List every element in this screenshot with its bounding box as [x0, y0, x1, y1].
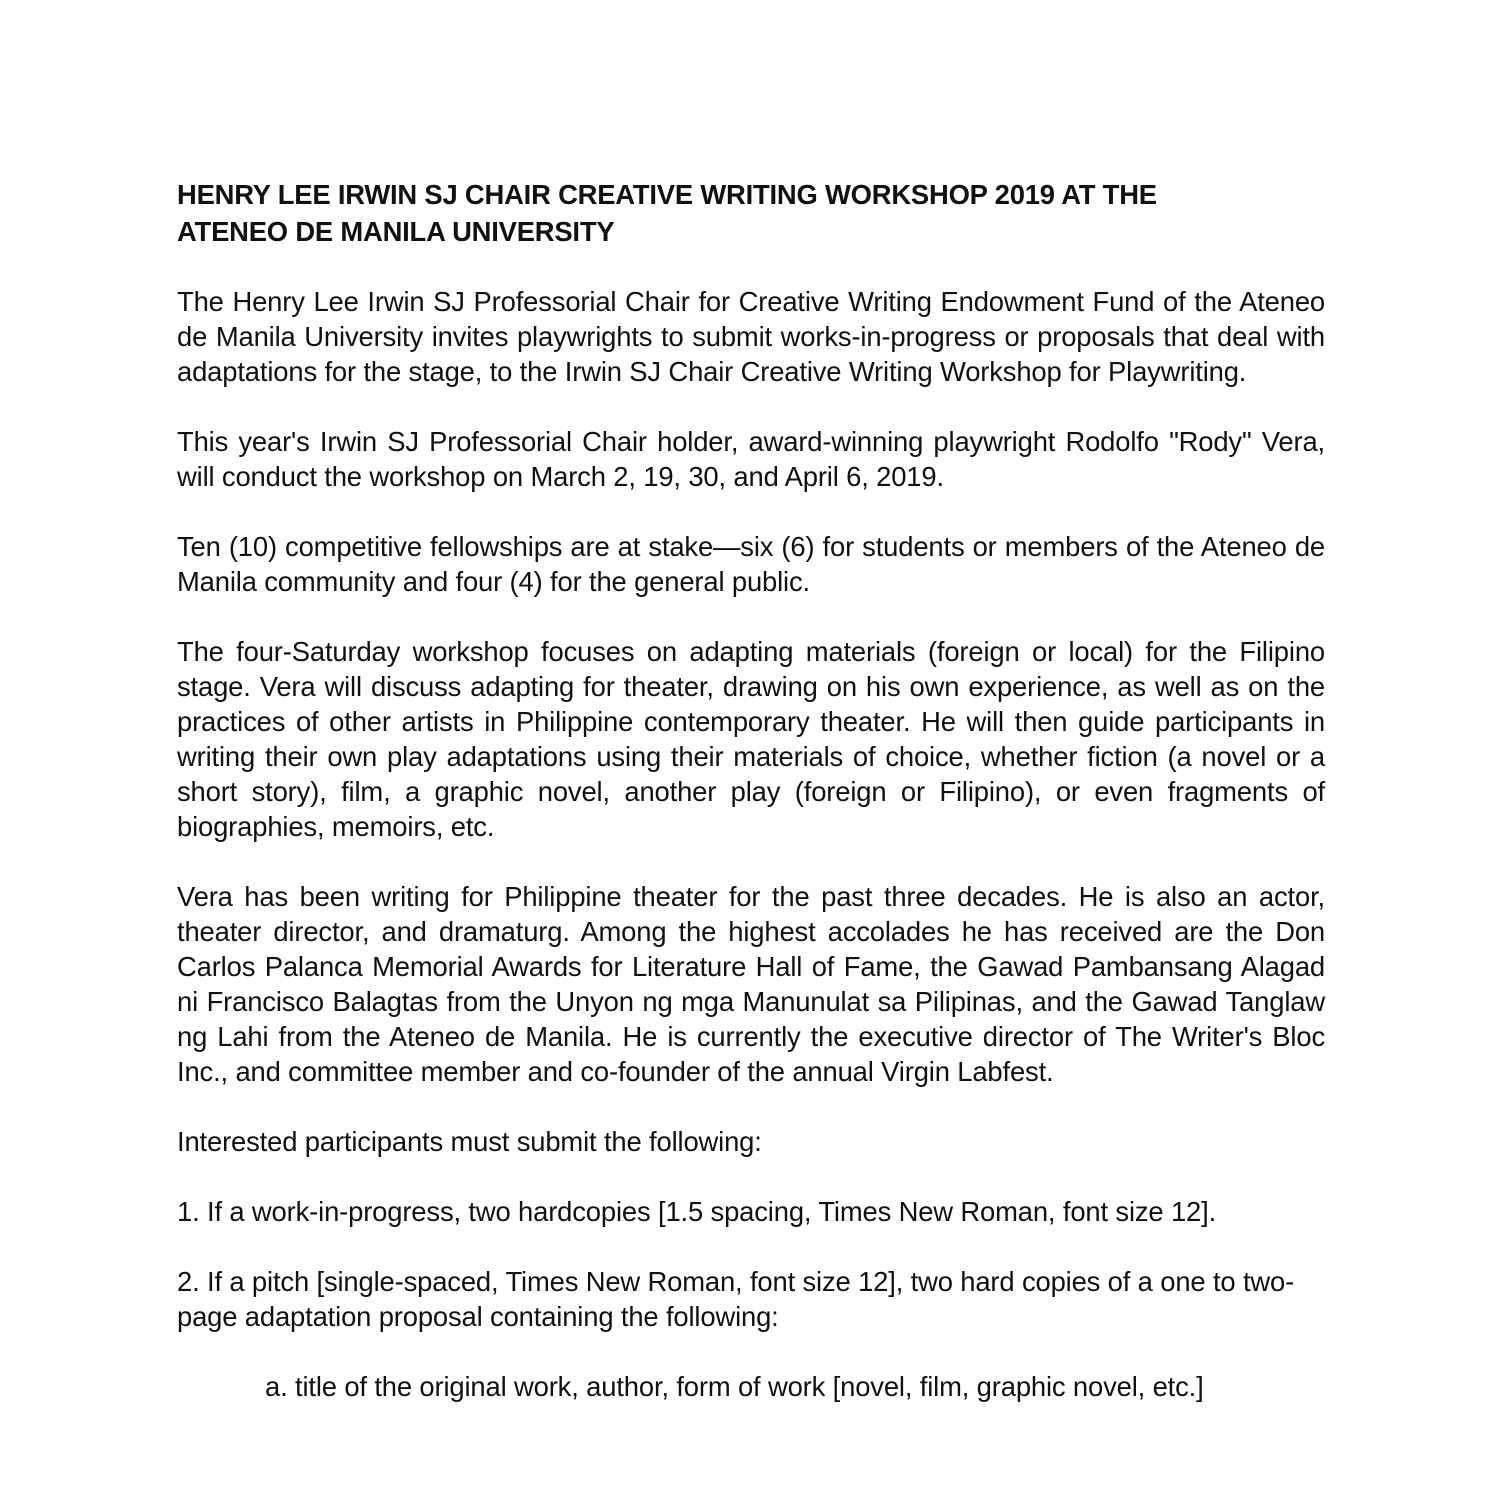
list-item-pitch: 2. If a pitch [single-spaced, Times New Roman, font size 12], two hard copies of a one to two-page adaptation proposal containing the following: [177, 1266, 1295, 1332]
paragraph-invitation: The Henry Lee Irwin SJ Professorial Chair for Creative Writing Endowment Fund of the Ateneo de Manila University invites playwrights to submit works-in-progress or proposals that deal with adaptations for the stage, to the Irwin SJ Chair Creative Writing Workshop for Playwriting. [177, 286, 1325, 387]
paragraph-chair-holder: This year's Irwin SJ Professorial Chair holder, award-winning playwright Rodolfo "Rody" Vera, will conduct the workshop on March 2, 19, 30, and April 6, 2019. [177, 426, 1325, 492]
paragraph-requirements-intro: Interested participants must submit the following: [177, 1126, 762, 1157]
document-body [177, 176, 1325, 1404]
document-title [177, 176, 1325, 250]
title-line-1: HENRY LEE IRWIN SJ CHAIR CREATIVE WRITING WORKSHOP 2019 AT THE [177, 179, 1157, 210]
sub-list-item-original-work: a. title of the original work, author, form of work [novel, film, graphic novel, etc.] [265, 1371, 1204, 1402]
title-line-2: ATENEO DE MANILA UNIVERSITY [177, 216, 615, 247]
paragraph-workshop-focus: The four-Saturday workshop focuses on adapting materials (foreign or local) for the Filipino stage. Vera will discuss adapting for theater, drawing on his own experience, as well as on the practices of other artists in Philippine contemporary theater. He will then guide participants in writing their own play adaptations using their materials of choice, whether fiction (a novel or a short story), film, a graphic novel, another play (foreign or Filipino), or even fragments of biographies, memoirs, etc. [177, 636, 1325, 842]
paragraph-fellowships: Ten (10) competitive fellowships are at stake—six (6) for students or members of the Ateneo de Manila community and four (4) for the general public. [177, 531, 1325, 597]
list-item-work-in-progress: 1. If a work-in-progress, two hardcopies [1.5 spacing, Times New Roman, font size 12]. [177, 1196, 1217, 1227]
paragraph-vera-bio: Vera has been writing for Philippine theater for the past three decades. He is also an actor, theater director, and dramaturg. Among the highest accolades he has received are the Don Carlos Palanca Memorial Awards for Literature Hall of Fame, the Gawad Pambansang Alagad ni Francisco Balagtas from the Unyon ng mga Manunulat sa Pilipinas, and the Gawad Tanglaw ng Lahi from the Ateneo de Manila. He is currently the executive director of The Writer's Bloc Inc., and committee member and co-founder of the annual Virgin Labfest. [177, 881, 1325, 1087]
